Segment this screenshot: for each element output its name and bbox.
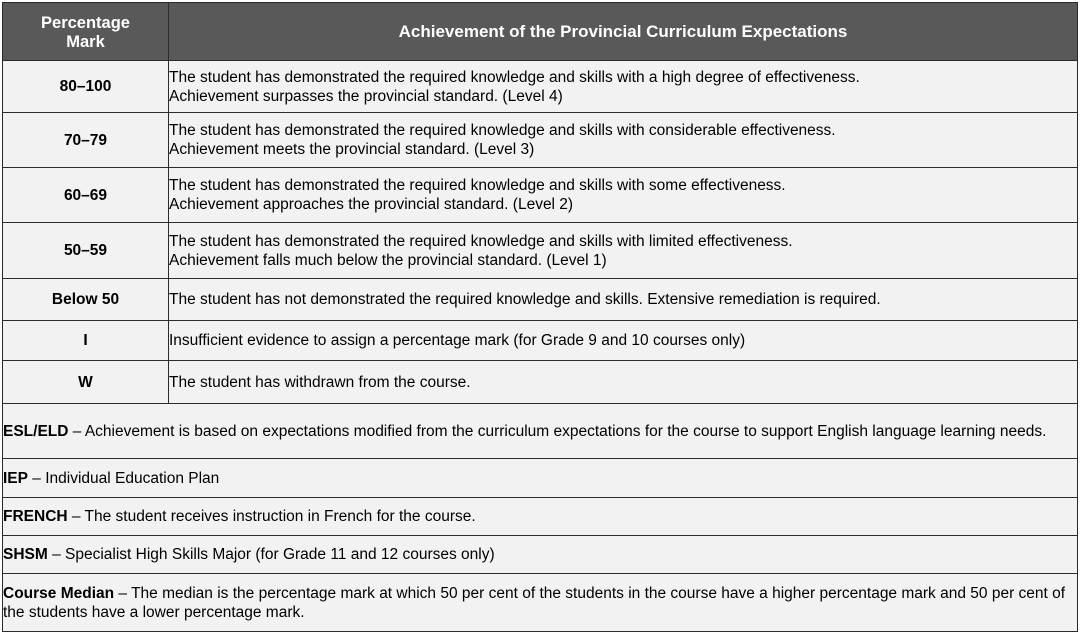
mark-cell: I: [3, 321, 169, 361]
note-term: FRENCH: [3, 508, 68, 525]
header-percentage-line2: Mark: [66, 32, 105, 51]
description-line: The student has demonstrated the required knowledge and skills with some effectiveness.: [169, 177, 786, 194]
table-row: [3, 279, 1078, 321]
note-text: – The student receives instruction in French for the course.: [67, 508, 476, 525]
note-row: [3, 498, 1078, 536]
achievement-table: [2, 2, 1078, 632]
mark-cell: Below 50: [3, 279, 169, 321]
note-row: [3, 536, 1078, 574]
table-row: [3, 321, 1078, 361]
description-line: Achievement falls much below the provincial standard. (Level 1): [169, 251, 607, 269]
note-row: [3, 404, 1078, 459]
table-row: [3, 223, 1078, 279]
header-percentage-mark: [3, 3, 169, 61]
description-cell: The student has withdrawn from the course.: [169, 361, 1078, 404]
table-row: [3, 113, 1078, 168]
note-text: – Specialist High Skills Major (for Grade 11 and 12 courses only): [47, 546, 495, 563]
note-term: Course Median: [3, 584, 115, 602]
note-esl-eld: [3, 404, 1078, 459]
description-cell: The student has not demonstrated the required knowledge and skills. Extensive remediation is required.: [169, 279, 1078, 321]
note-text: – Achievement is based on expectations modified from the curriculum expectations for the course to support English language learning needs.: [68, 422, 1047, 440]
note-shsm: [3, 536, 1078, 574]
description-line: Achievement surpasses the provincial standard. (Level 4): [169, 87, 563, 105]
description-cell: [169, 61, 1078, 113]
description-line: Achievement approaches the provincial standard. (Level 2): [169, 196, 574, 213]
description-line: Achievement meets the provincial standard. (Level 3): [169, 141, 535, 158]
note-french: [3, 498, 1078, 536]
note-text: – Individual Education Plan: [27, 469, 220, 487]
mark-cell: W: [3, 361, 169, 404]
note-term: IEP: [3, 469, 28, 487]
description-cell: Insufficient evidence to assign a percentage mark (for Grade 9 and 10 courses only): [169, 321, 1078, 361]
note-row: [3, 574, 1078, 632]
mark-cell: 50–59: [3, 223, 169, 279]
mark-cell: 80–100: [3, 61, 169, 113]
header-achievement: Achievement of the Provincial Curriculum Expectations: [169, 3, 1078, 61]
note-term: ESL/ELD: [3, 422, 69, 440]
description-cell: [169, 113, 1078, 168]
mark-cell: 70–79: [3, 113, 169, 168]
table-row: [3, 61, 1078, 113]
header-percentage-line1: Percentage: [41, 13, 130, 32]
note-row: [3, 459, 1078, 498]
description-cell: [169, 223, 1078, 279]
header-row: [3, 3, 1078, 61]
note-term: SHSM: [3, 546, 48, 563]
description-line: The student has demonstrated the required knowledge and skills with a high degree of effectiveness.: [169, 68, 860, 86]
description-cell: [169, 168, 1078, 223]
note-text: – The median is the percentage mark at which 50 per cent of the students in the course have a higher percentage mark and 50 per cent of the students have a lower percentage mark.: [3, 584, 1066, 621]
description-line: The student has demonstrated the required knowledge and skills with limited effectiveness.: [169, 232, 793, 250]
note-course-median: [3, 574, 1078, 632]
description-line: The student has demonstrated the required knowledge and skills with considerable effectiveness.: [169, 122, 836, 139]
table-row: [3, 361, 1078, 404]
note-iep: [3, 459, 1078, 498]
table-row: [3, 168, 1078, 223]
mark-cell: 60–69: [3, 168, 169, 223]
